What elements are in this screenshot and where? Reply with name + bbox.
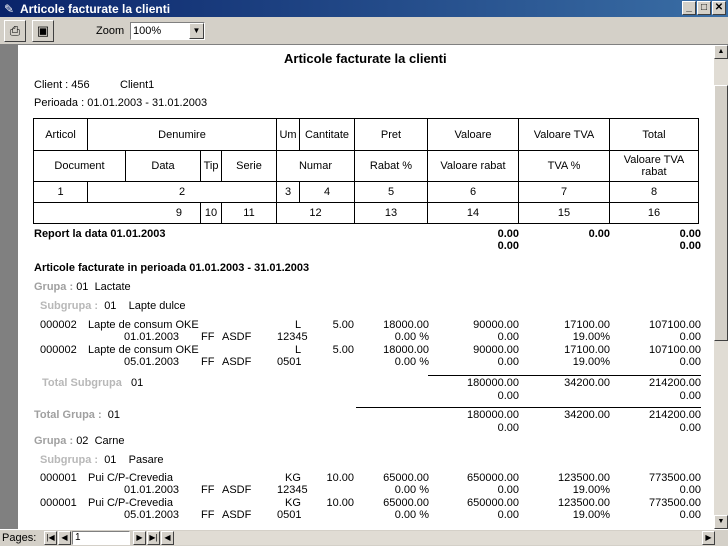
header-tip: Tip [200,150,222,182]
header-num-8: 8 [609,181,699,203]
item-name: Pui C/P-Crevedia [88,472,173,484]
item-serie: ASDF [222,484,252,496]
item-article: 000002 [40,344,77,356]
column-header-table [33,118,699,226]
toolbar [0,17,728,45]
first-page-icon[interactable]: |◀ [44,531,57,545]
item-value: 650000.00 [467,497,519,509]
group-total-tva-rabat: 0.00 [679,422,701,434]
report-carry-value-rabat: 0.00 [497,240,519,252]
item-tva-pct: 19.00% [572,356,610,368]
window-title: Articole facturate la clienti [20,1,171,16]
header-tva-pct: TVA % [518,150,610,182]
item-serie: ASDF [222,356,252,368]
subgroup-total-label: Total Subgrupa [42,377,122,389]
header-valoare-tva-rabat: Valoare TVA rabat [609,150,699,182]
subgroup-heading [40,454,164,466]
item-tva: 17100.00 [564,344,610,356]
item-tva: 123500.00 [558,497,610,509]
item-tva-rabat: 0.00 [679,356,701,368]
group-label: Grupa : [34,435,74,447]
item-value-rabat: 0.00 [497,509,519,521]
close-button[interactable]: ✕ [712,1,726,15]
item-tva: 123500.00 [558,472,610,484]
group-name: Lactate [94,281,131,293]
title-bar [0,0,728,17]
report-app-icon[interactable]: ✎ [3,1,15,16]
print-icon[interactable]: ⎙ [4,20,26,42]
scroll-right-icon[interactable]: ▶ [702,531,715,545]
zoom-select[interactable] [130,22,205,40]
pages-label: Pages: [2,532,37,544]
item-numar: 12345 [277,331,308,343]
group-total-total: 214200.00 [649,409,701,421]
header-cantitate: Cantitate [299,118,355,151]
zoom-value: 100% [133,25,162,37]
item-qty: 5.00 [332,344,354,356]
subgroup-label: Subgrupa : [40,300,99,312]
report-viewport [0,45,714,529]
header-valoare-tva: Valoare TVA [518,118,610,151]
header-denumire: Denumire [87,118,277,151]
period-label: Perioada : 01.01.2003 - 31.01.2003 [34,97,208,109]
chevron-down-icon[interactable]: ▼ [189,23,204,39]
item-name: Lapte de consum OKE [88,344,199,356]
subtotal-divider [428,375,701,376]
item-value-rabat: 0.00 [497,484,519,496]
group-total-divider [356,407,701,408]
header-num-3: 3 [276,181,300,203]
subgroup-total-code: 01 [131,377,144,389]
item-tva-rabat: 0.00 [679,484,701,496]
header-total: Total [609,118,699,151]
group-total-heading [34,409,120,421]
item-qty: 10.00 [326,472,354,484]
restore-button[interactable]: □ [697,1,711,15]
group-total-code: 01 [107,409,121,421]
subgroup-total-tva: 34200.00 [564,377,610,389]
item-numar: 0501 [277,356,302,368]
item-price: 18000.00 [383,344,429,356]
next-page-icon[interactable]: ▶ [133,531,146,545]
item-um: L [295,319,302,331]
item-date: 05.01.2003 [124,356,180,368]
subgroup-total-total: 214200.00 [649,377,701,389]
subgroup-total-heading [42,377,143,389]
header-num-9: 9 [33,202,201,224]
page-navigation-bar [0,529,728,546]
report-carry-label: Report la data 01.01.2003 [34,228,166,240]
header-valoare: Valoare [427,118,519,151]
subgroup-code: 01 [104,300,117,312]
subgroup-total-value: 180000.00 [467,377,519,389]
group-label: Grupa : [34,281,74,293]
item-price: 65000.00 [383,497,429,509]
group-total-tva: 34200.00 [564,409,610,421]
item-total: 773500.00 [649,472,701,484]
period-section-title: Articole facturate in perioada 01.01.2003 - 31.01.2003 [34,262,310,274]
item-tip: FF [201,509,215,521]
header-rabat: Rabat % [354,150,428,182]
item-serie: ASDF [222,331,252,343]
header-num-13: 13 [354,202,428,224]
header-num-15: 15 [518,202,610,224]
report-carry-value: 0.00 [497,228,519,240]
item-tva-rabat: 0.00 [679,509,701,521]
minimize-button[interactable]: _ [682,1,696,15]
group-total-value: 180000.00 [467,409,519,421]
item-value-rabat: 0.00 [497,331,519,343]
item-tip: FF [201,484,215,496]
report-carry-total: 0.00 [679,228,701,240]
item-name: Pui C/P-Crevedia [88,497,173,509]
item-price: 18000.00 [383,319,429,331]
item-name: Lapte de consum OKE [88,319,199,331]
client-name: Client1 [120,79,155,91]
item-numar: 12345 [277,484,308,496]
item-tva-pct: 19.00% [572,509,610,521]
header-document: Document [33,150,126,182]
item-qty: 5.00 [332,319,354,331]
header-data: Data [125,150,201,182]
subgroup-total-tva-rabat: 0.00 [679,390,701,402]
header-num-5: 5 [354,181,428,203]
report-page [18,45,714,529]
header-num-7: 7 [518,181,610,203]
header-num-12: 12 [276,202,355,224]
export-icon[interactable]: ▣ [32,20,54,42]
subgroup-code: 01 [104,454,117,466]
header-num-14: 14 [427,202,519,224]
report-title: Articole facturate la clienti [284,51,447,66]
group-heading [34,435,125,447]
subgroup-name: Pasare [128,454,164,466]
item-rabat: 0.00 % [394,356,429,368]
scroll-down-icon[interactable]: ▼ [714,515,728,529]
group-total-rabat: 0.00 [497,422,519,434]
header-num-16: 16 [609,202,699,224]
item-total: 107100.00 [649,319,701,331]
header-um: Um [276,118,300,151]
item-tva: 17100.00 [564,319,610,331]
vertical-scrollbar[interactable] [714,45,728,529]
item-tip: FF [201,331,215,343]
client-label: Client : 456 [34,79,90,91]
subgroup-label: Subgrupa : [40,454,99,466]
item-qty: 10.00 [326,497,354,509]
item-date: 05.01.2003 [124,509,180,521]
header-serie: Serie [221,150,277,182]
item-um: KG [285,472,301,484]
item-um: L [295,344,302,356]
item-tip: FF [201,356,215,368]
header-valoare-rabat: Valoare rabat [427,150,519,182]
header-num-11: 11 [221,202,277,224]
header-numar: Numar [276,150,355,182]
group-name: Carne [94,435,125,447]
report-carry-total-rabat: 0.00 [679,240,701,252]
item-rabat: 0.00 % [394,484,429,496]
group-total-label: Total Grupa : [34,409,102,421]
item-total: 107100.00 [649,344,701,356]
group-code: 02 [76,435,89,447]
subgroup-total-rabat: 0.00 [497,390,519,402]
header-num-4: 4 [299,181,355,203]
header-num-6: 6 [427,181,519,203]
last-page-icon[interactable]: ▶| [147,531,160,545]
horizontal-scrollbar[interactable] [161,531,715,545]
header-pret: Pret [354,118,428,151]
header-num-1: 1 [33,181,88,203]
item-value: 90000.00 [473,344,519,356]
page-number-input[interactable]: 1 [72,531,130,545]
item-article: 000001 [40,497,77,509]
item-tva-pct: 19.00% [572,484,610,496]
zoom-label: Zoom [96,25,125,37]
previous-page-icon[interactable]: ◀ [58,531,71,545]
scroll-thumb[interactable] [714,85,728,341]
scroll-up-icon[interactable]: ▲ [714,45,728,59]
item-rabat: 0.00 % [394,509,429,521]
item-rabat: 0.00 % [394,331,429,343]
item-article: 000002 [40,319,77,331]
item-total: 773500.00 [649,497,701,509]
header-num-10: 10 [200,202,222,224]
item-price: 65000.00 [383,472,429,484]
item-date: 01.01.2003 [124,331,180,343]
subgroup-heading [40,300,186,312]
item-value-rabat: 0.00 [497,356,519,368]
header-num-2: 2 [87,181,277,203]
subgroup-name: Lapte dulce [128,300,186,312]
item-value: 650000.00 [467,472,519,484]
item-serie: ASDF [222,509,252,521]
group-heading [34,281,131,293]
report-carry-tva: 0.00 [588,228,610,240]
item-article: 000001 [40,472,77,484]
item-um: KG [285,497,301,509]
item-tva-rabat: 0.00 [679,331,701,343]
scroll-left-icon[interactable]: ◀ [161,531,174,545]
item-numar: 0501 [277,509,302,521]
header-articol: Articol [33,118,88,151]
item-date: 01.01.2003 [124,484,180,496]
item-tva-pct: 19.00% [572,331,610,343]
item-value: 90000.00 [473,319,519,331]
group-code: 01 [76,281,89,293]
